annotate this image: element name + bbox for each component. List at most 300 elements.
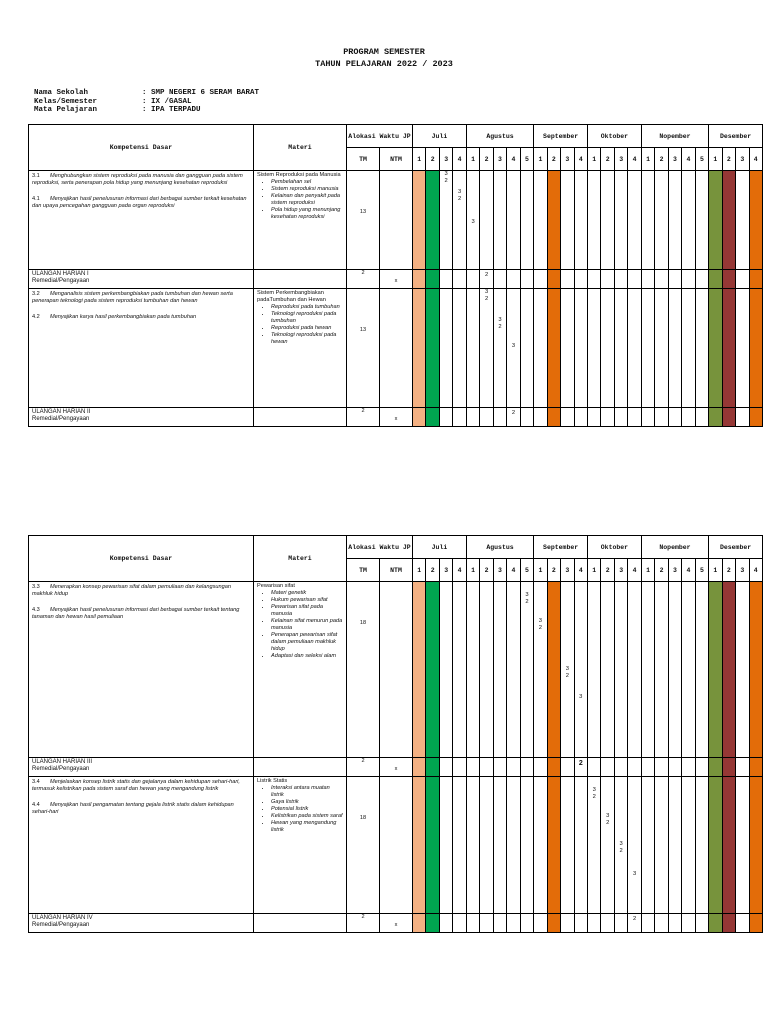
materi-item: • Sistem reproduksi manusia — [271, 186, 343, 193]
week-cell — [601, 758, 614, 777]
kd-cell — [29, 289, 254, 408]
ntm-cell — [380, 582, 413, 758]
week-cell — [722, 582, 735, 758]
header-week: 4 — [574, 559, 588, 582]
week-cell — [439, 758, 452, 777]
week-cell — [493, 270, 506, 289]
materi-item: • Materi genetik — [271, 590, 343, 597]
week-cell — [588, 777, 601, 914]
kd-cell — [29, 171, 254, 270]
week-cell — [534, 289, 547, 408]
week-cell — [534, 914, 547, 933]
week-cell — [439, 777, 452, 914]
header-month: Oktober — [588, 125, 642, 148]
info-label: Kelas/Semester — [34, 97, 98, 106]
materi-title: Listrik Statis — [257, 778, 288, 784]
week-cell — [588, 289, 601, 408]
tm-value: 13 — [359, 209, 367, 215]
week-cell — [561, 758, 574, 777]
tm-value: 2 — [361, 914, 365, 920]
header-kd: Kompetensi Dasar — [29, 536, 254, 582]
header-week: 2 — [547, 559, 560, 582]
week-cell — [682, 270, 695, 289]
week-cell — [628, 914, 641, 933]
week-cell — [614, 270, 627, 289]
week-cell — [614, 171, 627, 270]
week-cell — [695, 171, 708, 270]
ntm-value: x — [394, 416, 398, 422]
week-cell — [453, 270, 467, 289]
week-cell — [614, 582, 627, 758]
week-cell — [507, 582, 520, 758]
week-cell — [736, 758, 749, 777]
week-cell — [466, 270, 479, 289]
header-week: 2 — [601, 559, 614, 582]
week-cell — [722, 270, 735, 289]
materi-item: • Kelainan sifat menurun pada manusia — [271, 618, 343, 632]
week-cell — [601, 408, 614, 427]
jp-mark: 2 — [633, 916, 637, 922]
remedial-label: Remedial/Pengayaan — [32, 922, 90, 928]
week-cell — [668, 777, 681, 914]
kd-number: 4.4 — [32, 802, 40, 808]
week-cell — [480, 582, 493, 758]
jp-mark: 3 — [511, 343, 516, 349]
week-cell — [507, 914, 520, 933]
week-cell — [668, 582, 681, 758]
week-cell — [466, 758, 479, 777]
kd-number: 3.4 — [32, 779, 40, 785]
week-cell — [601, 270, 614, 289]
kd-number: 3.3 — [32, 584, 40, 590]
kd-number: 4.3 — [32, 607, 40, 613]
materi-item: • Gaya listrik — [271, 799, 343, 806]
week-cell — [413, 289, 426, 408]
materi-item: • Potensial listrik — [271, 806, 343, 813]
jp-mark: 2 — [578, 760, 583, 767]
week-cell — [749, 408, 762, 427]
week-cell — [695, 777, 708, 914]
kd-number: 4.2 — [32, 314, 40, 320]
week-cell — [668, 270, 681, 289]
week-cell — [722, 914, 735, 933]
week-cell — [413, 582, 426, 758]
kd-text: Menyajikan karya hasil perkembangbiakan pada tumbuhan — [50, 314, 197, 320]
week-cell — [655, 408, 668, 427]
week-cell — [480, 408, 493, 427]
week-cell — [749, 270, 762, 289]
materi-item: • Teknologi reproduksi pada hewan — [271, 332, 343, 346]
week-cell — [466, 289, 479, 408]
materi-cell — [254, 582, 347, 758]
ntm-cell — [380, 758, 413, 777]
ulangan-harian-cell — [29, 758, 254, 777]
week-cell — [695, 914, 708, 933]
ntm-cell — [380, 171, 413, 270]
week-cell — [709, 408, 722, 427]
header-week: 4 — [749, 559, 762, 582]
materi-cell — [254, 914, 347, 933]
header-month: Desember — [709, 536, 763, 559]
tm-cell — [347, 758, 380, 777]
header-materi: Materi — [254, 536, 347, 582]
header-week: 2 — [655, 559, 668, 582]
week-cell — [628, 289, 641, 408]
week-cell — [493, 758, 506, 777]
header-week: 2 — [547, 148, 560, 171]
jp-mark: 3 2 — [484, 289, 489, 302]
week-cell — [668, 171, 681, 270]
ulangan-harian-cell — [29, 408, 254, 427]
week-cell — [413, 758, 426, 777]
kd-text: Menjelaskan konsep listrik statis dan gejalanya dalam kehidupan sehari-hari, termasuk kelistrikan pada sistem saraf dan hewan yang mengandung listrik — [32, 779, 240, 792]
info-label: Nama Sekolah — [34, 89, 89, 97]
header-week: 1 — [466, 148, 479, 171]
week-cell — [507, 758, 520, 777]
week-cell — [588, 758, 601, 777]
week-cell — [682, 289, 695, 408]
week-cell — [547, 289, 560, 408]
week-cell — [520, 777, 533, 914]
header-month: Agustus — [466, 536, 533, 559]
tm-value: 2 — [361, 758, 365, 764]
week-cell — [588, 171, 601, 270]
header-week: 3 — [614, 148, 627, 171]
ulangan-label: ULANGAN HARIAN II — [32, 409, 91, 415]
header-month: Desember — [709, 125, 763, 148]
week-cell — [628, 777, 641, 914]
week-cell — [520, 171, 533, 270]
materi-item: • Pola hidup yang menunjang kesehatan reproduksi — [271, 207, 343, 221]
week-cell — [641, 408, 654, 427]
week-cell — [655, 289, 668, 408]
week-cell — [453, 289, 467, 408]
week-cell — [641, 758, 654, 777]
materi-title: Pewarisan sifat — [257, 583, 295, 589]
week-cell — [439, 914, 452, 933]
header-week: 1 — [588, 148, 601, 171]
title-line-2: TAHUN PELAJARAN 2022 / 2023 — [315, 59, 453, 69]
materi-title: Sistem Perkembangbiakan padaTumbuhan dan Hewan — [257, 290, 326, 303]
week-cell — [655, 270, 668, 289]
week-cell — [453, 408, 467, 427]
week-cell — [682, 171, 695, 270]
jp-mark: 3 — [579, 694, 583, 700]
materi-cell — [254, 171, 347, 270]
header-week: 4 — [749, 148, 762, 171]
week-cell — [426, 171, 439, 270]
jp-mark: 3 2 — [565, 666, 569, 679]
jp-mark: 3 2 — [619, 841, 623, 854]
week-cell — [736, 289, 749, 408]
week-cell — [628, 408, 641, 427]
week-cell — [534, 408, 547, 427]
week-cell — [426, 758, 439, 777]
week-cell — [588, 270, 601, 289]
header-week: 2 — [426, 148, 439, 171]
week-cell — [736, 408, 749, 427]
kd-text: Menyajikan hasil pengamatan tentang gejala listrik statis dalam kehidupan sehari-hari — [32, 802, 234, 815]
kd-cell — [29, 582, 254, 758]
week-cell — [426, 777, 439, 914]
header-tm: TM — [347, 148, 380, 171]
header-month: Juli — [413, 536, 467, 559]
week-cell — [426, 270, 439, 289]
header-week: 5 — [695, 559, 708, 582]
header-week: 4 — [628, 148, 641, 171]
week-cell — [695, 582, 708, 758]
ntm-value: x — [394, 278, 398, 284]
info-value: : IX /GASAL — [142, 97, 192, 106]
kd-text: Menyajikan hasil penelusuran informasi dari berbagai sumber terkait kesehatan dan upaya pencegahan gangguan pada organ reproduksi — [32, 196, 247, 209]
header-kd: Kompetensi Dasar — [29, 125, 254, 171]
week-cell — [520, 914, 533, 933]
week-cell — [601, 914, 614, 933]
week-cell — [655, 582, 668, 758]
week-cell — [601, 289, 614, 408]
materi-item: • Reproduksi pada tumbuhan — [271, 304, 343, 311]
materi-title: Sistem Reproduksi pada Manusia — [257, 172, 341, 178]
week-cell — [561, 289, 574, 408]
week-cell — [426, 914, 439, 933]
info-value: : IPA TERPADU — [142, 106, 201, 114]
program-table-2 — [28, 535, 763, 933]
week-cell — [520, 758, 533, 777]
materi-cell — [254, 270, 347, 289]
week-cell — [413, 171, 426, 270]
tm-value: 2 — [361, 270, 365, 276]
week-cell — [655, 758, 668, 777]
header-week: 2 — [480, 559, 493, 582]
tm-cell — [347, 289, 380, 408]
jp-mark: 3 — [633, 871, 637, 877]
header-week: 4 — [682, 559, 695, 582]
kd-text: Menganalisis sistem perkembangbiakan pada tumbuhan dan hewan serta penerapan teknologi pada sistem reproduksi tumbuhan dan hewan — [32, 291, 233, 304]
week-cell — [695, 289, 708, 408]
week-cell — [749, 777, 762, 914]
week-cell — [695, 408, 708, 427]
week-cell — [480, 758, 493, 777]
ulangan-harian-cell — [29, 270, 254, 289]
week-cell — [520, 289, 533, 408]
header-materi: Materi — [254, 125, 347, 171]
week-cell — [453, 758, 467, 777]
materi-item: • Hukum pewarisan sifat — [271, 597, 343, 604]
ntm-value: x — [394, 922, 398, 928]
week-cell — [628, 270, 641, 289]
week-cell — [574, 171, 588, 270]
header-week: 2 — [426, 559, 439, 582]
week-cell — [695, 270, 708, 289]
header-week: 5 — [695, 148, 708, 171]
week-cell — [695, 758, 708, 777]
ntm-cell — [380, 777, 413, 914]
header-month: Oktober — [588, 536, 642, 559]
materi-item: • Pembelahan sel — [271, 179, 343, 186]
header-week: 4 — [574, 148, 588, 171]
header-tm: TM — [347, 559, 380, 582]
week-cell — [561, 914, 574, 933]
ntm-cell — [380, 289, 413, 408]
info-value: : SMP NEGERI 6 SERAM BARAT — [142, 89, 260, 97]
jp-mark: 3 2 — [592, 787, 596, 800]
kd-text: Menghubungkan sistem reproduksi pada manusia dan gangguan pada sistem reproduksi, serta penerapan pola hidup yang menunjang kesehatan reproduksi — [32, 173, 243, 186]
week-cell — [547, 758, 560, 777]
jp-mark: 3 — [471, 219, 475, 225]
week-cell — [534, 582, 547, 758]
week-cell — [588, 582, 601, 758]
week-cell — [668, 408, 681, 427]
header-week: 2 — [722, 559, 735, 582]
header-month: Juli — [413, 125, 467, 148]
header-week: 1 — [534, 148, 547, 171]
week-cell — [668, 289, 681, 408]
week-cell — [722, 289, 735, 408]
week-cell — [641, 914, 654, 933]
tm-cell — [347, 270, 380, 289]
header-week: 1 — [466, 559, 479, 582]
week-cell — [453, 582, 467, 758]
header-week: 1 — [709, 148, 722, 171]
week-cell — [493, 914, 506, 933]
week-cell — [614, 289, 627, 408]
week-cell — [655, 171, 668, 270]
materi-item: • Teknologi reproduksi pada tumbuhan — [271, 311, 343, 325]
materi-item: • Penerapan pewarisan sifat dalam pemuliaan makhluk hidup — [271, 632, 343, 653]
tm-cell — [347, 777, 380, 914]
week-cell — [682, 758, 695, 777]
week-cell — [614, 914, 627, 933]
week-cell — [507, 777, 520, 914]
kd-number: 3.1 — [32, 173, 40, 179]
week-cell — [641, 777, 654, 914]
materi-cell — [254, 289, 347, 408]
week-cell — [453, 777, 467, 914]
week-cell — [709, 914, 722, 933]
week-cell — [453, 914, 467, 933]
week-cell — [749, 582, 762, 758]
week-cell — [547, 582, 560, 758]
materi-item: • Kelainan dan penyakit pada sistem reproduksi — [271, 193, 343, 207]
tm-value: 18 — [359, 815, 367, 821]
title-line-1: PROGRAM SEMESTER — [343, 47, 425, 57]
week-cell — [480, 289, 493, 408]
week-cell — [749, 289, 762, 408]
header-week: 3 — [493, 559, 506, 582]
week-cell — [641, 289, 654, 408]
week-cell — [493, 289, 506, 408]
header-week: 4 — [682, 148, 695, 171]
kd-cell — [29, 777, 254, 914]
week-cell — [493, 171, 506, 270]
week-cell — [722, 408, 735, 427]
week-cell — [507, 171, 520, 270]
week-cell — [709, 289, 722, 408]
ntm-cell — [380, 270, 413, 289]
week-cell — [439, 582, 452, 758]
week-cell — [439, 408, 452, 427]
header-week: 5 — [520, 148, 533, 171]
header-week: 1 — [534, 559, 547, 582]
week-cell — [480, 171, 493, 270]
week-cell — [641, 171, 654, 270]
header-ntm: NTM — [380, 148, 413, 171]
week-cell — [722, 758, 735, 777]
week-cell — [547, 777, 560, 914]
week-cell — [466, 171, 479, 270]
week-cell — [520, 582, 533, 758]
tm-value: 18 — [359, 620, 367, 626]
header-month: Nopember — [641, 125, 708, 148]
week-cell — [493, 777, 506, 914]
ulangan-label: ULANGAN HARIAN I — [32, 271, 89, 277]
week-cell — [547, 270, 560, 289]
header-week: 4 — [453, 148, 467, 171]
week-cell — [614, 408, 627, 427]
week-cell — [709, 582, 722, 758]
header-week: 2 — [480, 148, 493, 171]
week-cell — [601, 777, 614, 914]
week-cell — [722, 171, 735, 270]
week-cell — [480, 777, 493, 914]
week-cell — [709, 171, 722, 270]
week-cell — [520, 408, 533, 427]
ulangan-harian-cell — [29, 914, 254, 933]
week-cell — [601, 582, 614, 758]
header-week: 5 — [520, 559, 533, 582]
week-cell — [668, 914, 681, 933]
week-cell — [413, 777, 426, 914]
week-cell — [628, 582, 641, 758]
week-cell — [574, 408, 588, 427]
materi-item: • Pewarisan sifat pada manusia — [271, 604, 343, 618]
header-week: 3 — [561, 559, 574, 582]
header-month: September — [534, 536, 588, 559]
week-cell — [574, 289, 588, 408]
kd-number: 4.1 — [32, 196, 40, 202]
week-cell — [534, 758, 547, 777]
week-cell — [561, 171, 574, 270]
header-week: 3 — [493, 148, 506, 171]
header-week: 1 — [413, 559, 426, 582]
header-week: 4 — [628, 559, 641, 582]
week-cell — [668, 758, 681, 777]
header-week: 3 — [668, 559, 681, 582]
header-week: 2 — [655, 148, 668, 171]
week-cell — [574, 777, 588, 914]
tm-value: 2 — [361, 408, 365, 414]
week-cell — [628, 171, 641, 270]
week-cell — [426, 408, 439, 427]
week-cell — [547, 914, 560, 933]
week-cell — [709, 270, 722, 289]
kd-text: Menerapkan konsep pewarisan sifat dalam pemuliaan dan kelangsungan makhluk hidup — [32, 584, 231, 597]
materi-item: • Hewan yang mengandung listrik — [271, 820, 343, 834]
week-cell — [614, 777, 627, 914]
week-cell — [574, 582, 588, 758]
week-cell — [507, 289, 520, 408]
week-cell — [561, 777, 574, 914]
remedial-label: Remedial/Pengayaan — [32, 766, 90, 772]
week-cell — [574, 270, 588, 289]
week-cell — [439, 289, 452, 408]
header-alokasi: Alokasi Waktu JP — [347, 536, 413, 559]
week-cell — [547, 171, 560, 270]
header-week: 3 — [668, 148, 681, 171]
header-week: 1 — [641, 148, 654, 171]
week-cell — [534, 270, 547, 289]
header-week: 1 — [641, 559, 654, 582]
